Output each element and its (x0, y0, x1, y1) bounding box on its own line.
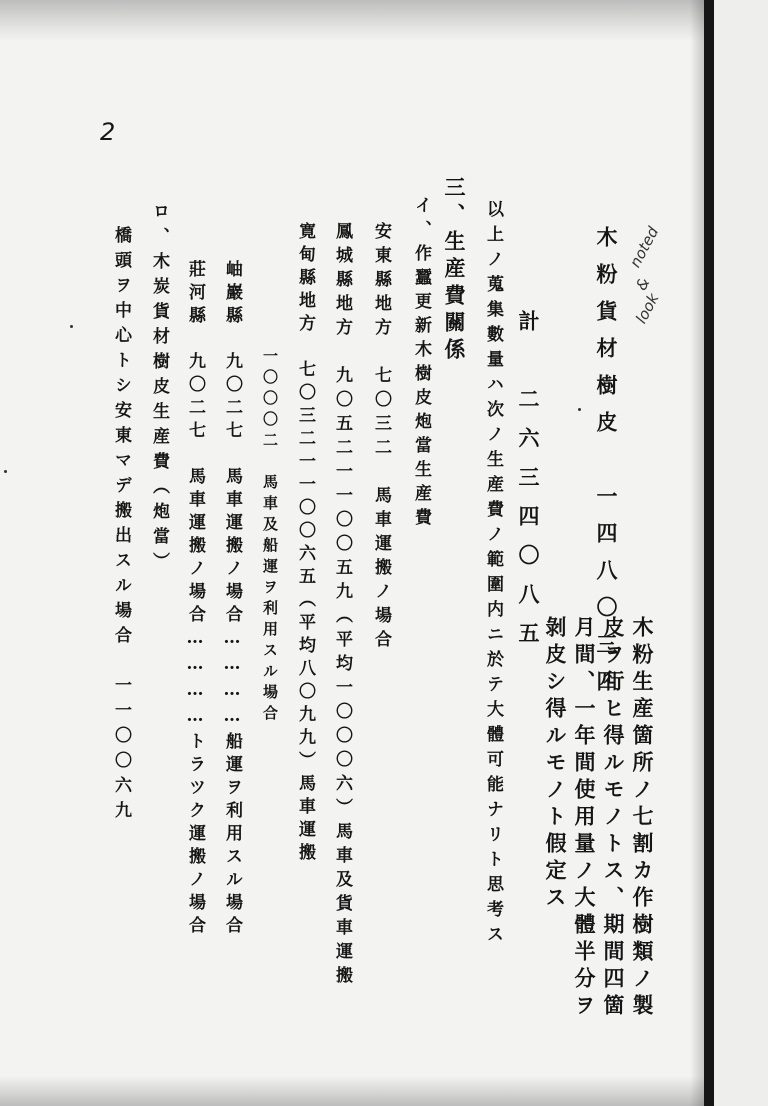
ink-speck (578, 408, 581, 411)
section-heading: ロ、木炭貨材樹皮生産費（炮當） (149, 202, 169, 577)
facing-page-edge (714, 0, 768, 1106)
page-bottom-edge (0, 1076, 768, 1106)
gutter-shadow (690, 0, 704, 1106)
text-column: 月間、一年間使用量ノ大體半分ヲ (572, 616, 597, 1021)
text-column: 鳳城縣地方 九〇五二一一〇〇五九（平均一〇〇〇六）馬車及貨車運搬 (332, 222, 352, 990)
text-column: 剝皮シ得ルモノト假定ス (543, 616, 568, 913)
book-spine (704, 0, 714, 1106)
ink-speck (4, 470, 7, 473)
text-column: 安東縣地方 七〇三二 馬車運搬ノ場合 (371, 222, 391, 654)
text-column: 橋頭ヲ中心トシ安東マデ搬出スル場合 一一〇〇六九 (111, 226, 131, 826)
text-column: 一〇〇〇二 馬車及船運ヲ利用スル場合 (261, 348, 279, 726)
text-column: 木粉生産箇所ノ七割カ作樹類ノ製 (630, 616, 655, 1021)
text-column: 計 二六三四〇八五 (516, 310, 541, 661)
text-column: 莊河縣 九〇二七 馬車運搬ノ場合…………トラツク運搬ノ場合 (185, 260, 205, 939)
section-heading: 三、生産費關係 (442, 176, 467, 365)
text-column: 岫巖縣 九〇二七 馬車運搬ノ場合…………船運ヲ利用スル場合 (222, 260, 242, 939)
margin-note-line: & (632, 274, 654, 294)
page-number: 2 (100, 118, 116, 146)
text-column: 木粉貨材樹皮 一四八〇三四 (594, 226, 619, 707)
margin-note-line: noted (626, 223, 663, 271)
text-column: 以上ノ蒐集數量ハ次ノ生産費ノ範圍内ニ於テ大體可能ナリト思考ス (483, 200, 503, 950)
text-column: 寛甸縣地方 七〇三二一一〇〇六五（平均八〇九九）馬車運搬 (295, 222, 315, 866)
text-column: 皮ヲ行ヒ得ルモノトス、期間四箇 (601, 616, 626, 1021)
ink-speck (70, 325, 73, 328)
page-top-edge (0, 0, 768, 42)
text-column: イ、作蠶更新木樹皮炮當生産費 (411, 196, 431, 532)
margin-note-line: look (632, 290, 663, 327)
